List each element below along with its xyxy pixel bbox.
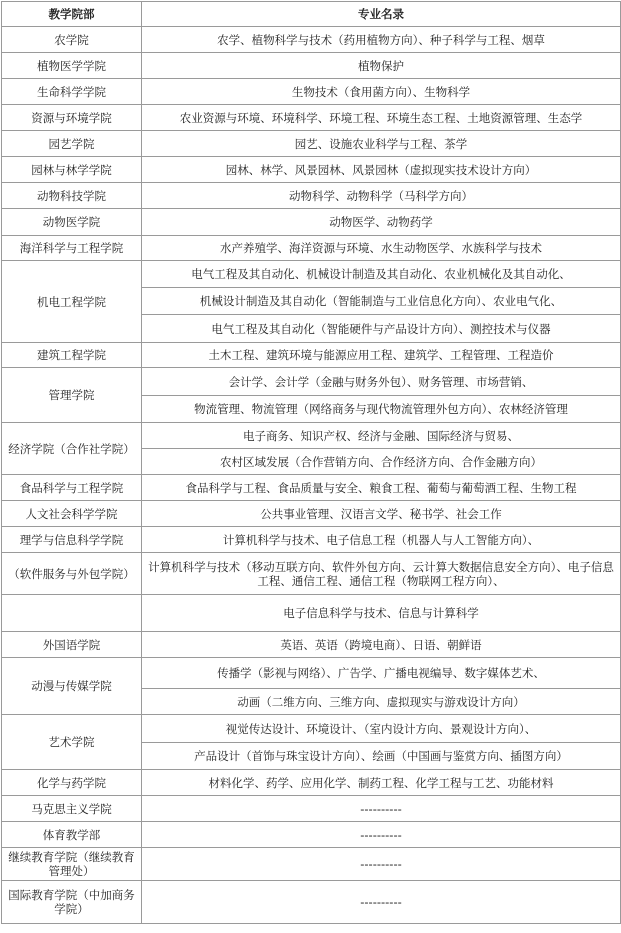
- majors-cell: 视觉传达设计、环境设计、（室内设计方向、景观设计方向）、: [142, 715, 621, 743]
- table-row: [2, 475, 621, 501]
- table-row: [2, 209, 621, 236]
- majors-cell: 公共事业管理、汉语言文学、秘书学、社会工作: [142, 501, 621, 527]
- majors-cell: 计算机科学与技术（移动互联方向、软件外包方向、云计算大数据信息安全方向）、电子信息工程、通信工程、通信工程（物联网工程方向）、: [142, 553, 621, 595]
- majors-cell: 英语、英语（跨境电商）、日语、朝鲜语: [142, 632, 621, 658]
- table-row: [2, 131, 621, 157]
- majors-cell: 电气工程及其自动化（智能硬件与产品设计方向）、测控技术与仪器: [142, 315, 621, 343]
- majors-cell: 动物医学、动物药学: [142, 209, 621, 236]
- majors-cell: 园林、林学、风景园林、风景园林（虚拟现实技术设计方向）: [142, 157, 621, 183]
- table-row: [2, 715, 621, 743]
- table-row: [2, 261, 621, 288]
- table-row: [2, 53, 621, 79]
- college-cell: 继续教育学院（继续教育管理处）: [2, 848, 142, 881]
- majors-cell: 电子信息科学与技术、信息与计算科学: [142, 595, 621, 632]
- majors-cell: ----------: [142, 796, 621, 822]
- majors-cell: 动物科学、动物科学（马科学方向）: [142, 183, 621, 209]
- college-cell: 外国语学院: [2, 632, 142, 658]
- majors-cell: 植物保护: [142, 53, 621, 79]
- table-row: [2, 770, 621, 796]
- table-row: [2, 368, 621, 396]
- table-row: [2, 822, 621, 848]
- majors-cell: 食品科学与工程、食品质量与安全、粮食工程、葡萄与葡萄酒工程、生物工程: [142, 475, 621, 501]
- table-row: [2, 595, 621, 632]
- table-row: [2, 527, 621, 553]
- table-row: [2, 236, 621, 261]
- majors-cell: 园艺、设施农业科学与工程、茶学: [142, 131, 621, 157]
- college-cell: 理学与信息科学学院: [2, 527, 142, 553]
- table-row: [2, 343, 621, 368]
- header-row: [2, 2, 621, 27]
- table-row: [2, 848, 621, 881]
- table-row: [2, 423, 621, 449]
- majors-cell: 农学、植物科学与技术（药用植物方向）、种子科学与工程、烟草: [142, 27, 621, 53]
- table-row: [2, 501, 621, 527]
- majors-cell: ----------: [142, 881, 621, 924]
- college-cell: 马克思主义学院: [2, 796, 142, 822]
- college-cell: （软件服务与外包学院）: [2, 553, 142, 595]
- majors-cell: 农村区域发展（合作营销方向、合作经济方向、合作金融方向）: [142, 449, 621, 475]
- majors-cell: 水产养殖学、海洋资源与环境、水生动物医学、水族科学与技术: [142, 236, 621, 261]
- majors-cell: 机械设计制造及其自动化（智能制造与工业信息化方向）、农业电气化、: [142, 288, 621, 315]
- college-cell: 艺术学院: [2, 715, 142, 770]
- majors-cell: 物流管理、物流管理（网络商务与现代物流管理外包方向）、农林经济管理: [142, 396, 621, 423]
- table-row: [2, 658, 621, 689]
- college-cell: 资源与环境学院: [2, 105, 142, 131]
- majors-cell: 传播学（影视与网络）、广告学、广播电视编导、数字媒体艺术、: [142, 658, 621, 689]
- majors-cell: ----------: [142, 848, 621, 881]
- college-cell: 植物医学学院: [2, 53, 142, 79]
- majors-cell: 产品设计（首饰与珠宝设计方向）、绘画（中国画与鉴赏方向、插图方向）: [142, 743, 621, 770]
- majors-cell: 电子商务、知识产权、经济与金融、国际经济与贸易、: [142, 423, 621, 449]
- majors-cell: 电气工程及其自动化、机械设计制造及其自动化、农业机械化及其自动化、: [142, 261, 621, 288]
- college-cell: 国际教育学院（中加商务学院）: [2, 881, 142, 924]
- majors-cell: 材料化学、药学、应用化学、制药工程、化学工程与工艺、功能材料: [142, 770, 621, 796]
- college-cell: 机电工程学院: [2, 261, 142, 343]
- college-cell: 海洋科学与工程学院: [2, 236, 142, 261]
- college-cell: 经济学院（合作社学院）: [2, 423, 142, 475]
- table-row: [2, 796, 621, 822]
- college-cell: 园艺学院: [2, 131, 142, 157]
- majors-cell: ----------: [142, 822, 621, 848]
- majors-cell: 计算机科学与技术、电子信息工程（机器人与人工智能方向）、: [142, 527, 621, 553]
- table-row: [2, 157, 621, 183]
- college-cell: 农学院: [2, 27, 142, 53]
- majors-cell: 动画（二维方向、三维方向、虚拟现实与游戏设计方向）: [142, 689, 621, 715]
- college-cell: 建筑工程学院: [2, 343, 142, 368]
- majors-cell: 土木工程、建筑环境与能源应用工程、建筑学、工程管理、工程造价: [142, 343, 621, 368]
- table-row: [2, 105, 621, 131]
- college-column-header: 教学院部: [2, 2, 142, 27]
- college-cell: 动物医学院: [2, 209, 142, 236]
- college-cell: 人文社会科学学院: [2, 501, 142, 527]
- table-row: [2, 881, 621, 924]
- majors-cell: 会计学、会计学（金融与财务外包）、财务管理、市场营销、: [142, 368, 621, 396]
- majors-column-header: 专业名录: [142, 2, 621, 27]
- majors-cell: 生物技术（食用菌方向）、生物科学: [142, 79, 621, 105]
- table-row: [2, 632, 621, 658]
- college-cell: 园林与林学学院: [2, 157, 142, 183]
- college-cell: 食品科学与工程学院: [2, 475, 142, 501]
- college-cell: 管理学院: [2, 368, 142, 423]
- college-cell: 化学与药学院: [2, 770, 142, 796]
- college-cell: [2, 595, 142, 632]
- college-cell: 动漫与传媒学院: [2, 658, 142, 715]
- table-row: [2, 183, 621, 209]
- majors-table: [1, 1, 621, 924]
- majors-cell: 农业资源与环境、环境科学、环境工程、环境生态工程、土地资源管理、生态学: [142, 105, 621, 131]
- college-cell: 生命科学学院: [2, 79, 142, 105]
- table-row: [2, 27, 621, 53]
- college-cell: 动物科技学院: [2, 183, 142, 209]
- college-cell: 体育教学部: [2, 822, 142, 848]
- table-row: [2, 553, 621, 595]
- table-row: [2, 79, 621, 105]
